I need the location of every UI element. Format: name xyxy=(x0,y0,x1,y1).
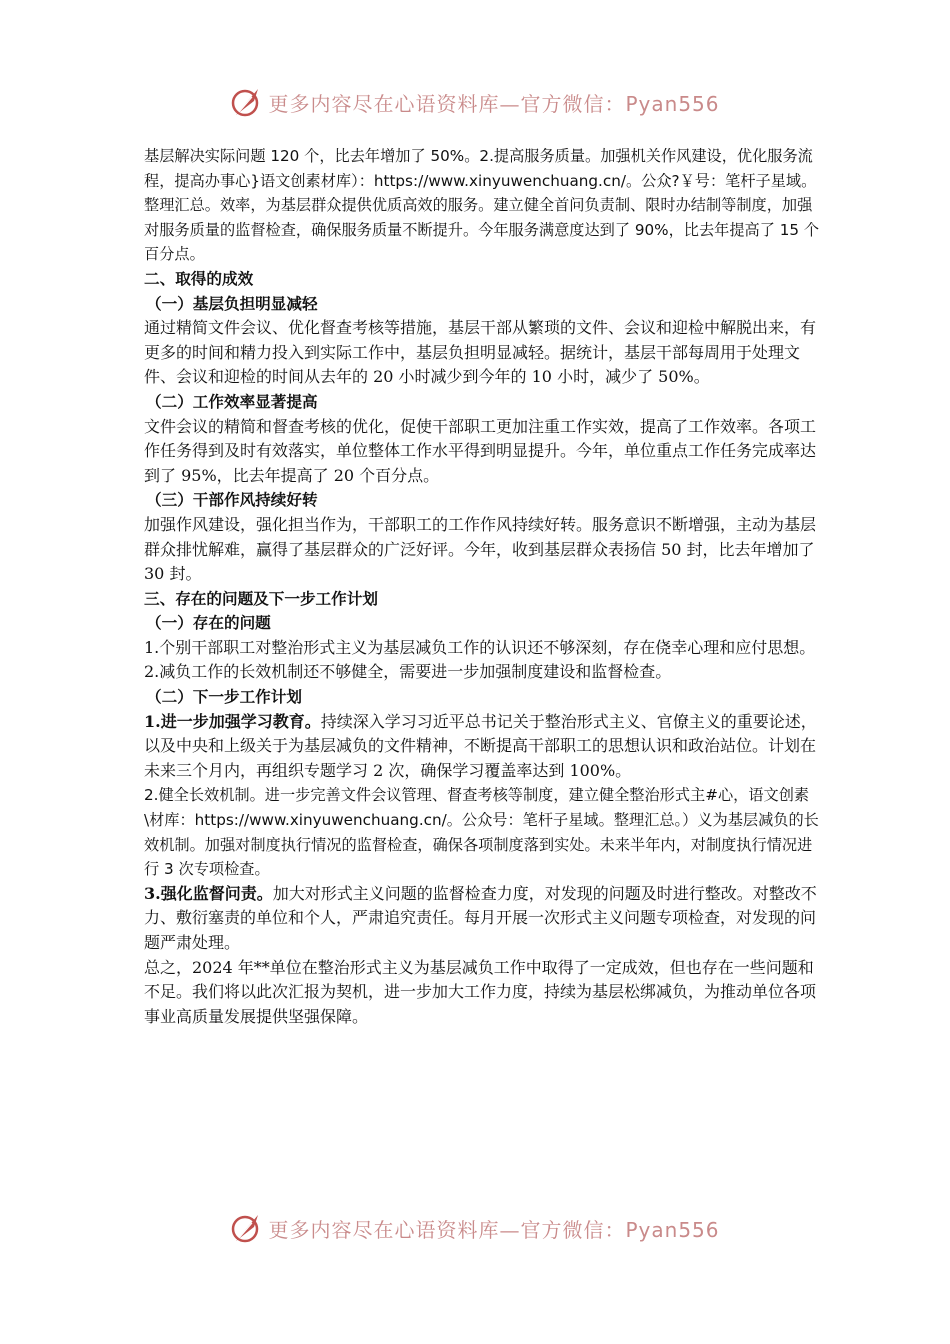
item-lead: 1.进一步加强学习教育。 xyxy=(144,711,321,731)
quill-logo-icon xyxy=(230,85,264,119)
paragraph: 文件会议的精简和督查考核的优化，促使干部职工更加注重工作实效，提高了工作效率。各项工作任务得到及时有效落实，单位整体工作水平得到明显提升。今年，单位重点工作任务完成率达到了 95%，比去年提高了 20 个百分点。 xyxy=(144,416,817,485)
paragraph: 总之，2024 年**单位在整治形式主义为基层减负工作中取得了一定成效，但也存在一些问题和不足。我们将以此次汇报为契机，进一步加大工作力度，持续为基层松绑减负，为推动单位各项事业高质量发展提供坚强保障。 xyxy=(144,957,817,1026)
banner-wechat-id: Pyan556 xyxy=(625,91,720,116)
item-text: 持续深入学习习近平总书记关于整治形式主义、官僚主义的重要论述，以及中央和上级关于为基层减负的文件精神，不断提高干部职工的思想认识和政治站位。计划在未来三个月内，再组织专题学习 2 次，确保学习覆盖率达到 100%。 xyxy=(144,711,817,780)
document-body xyxy=(144,144,820,1029)
header-banner xyxy=(0,82,950,122)
item-text: 加大对形式主义问题的监督检查力度，对发现的问题及时进行整改。对整改不力、敷衍塞责的单位和个人，严肃追究责任。每月开展一次形式主义问题专项检查，对发现的问题严肃处理。 xyxy=(144,883,817,952)
paragraph xyxy=(144,710,820,784)
banner-wechat-id: Pyan556 xyxy=(625,1217,720,1242)
subsection-heading: （一）基层负担明显减轻 xyxy=(146,294,318,313)
section-heading: 三、存在的问题及下一步工作计划 xyxy=(144,589,378,608)
paragraph: 2.健全长效机制。进一步完善文件会议管理、督查考核等制度，建立健全整治形式主#心，语文创素\材库：https://www.xinyuwenchuang.cn/。公众号：笔杆子星域。整理汇总。）义为基层减负的长效机制。加强对制度执行情况的监督检查，确保各项制度落到实处。未来半年内，对制度执行情况进行 3 次专项检查。 xyxy=(144,786,819,879)
paragraph xyxy=(144,882,820,956)
banner-cn: 更多内容尽在心语资料库—官方微信： xyxy=(268,91,626,116)
banner-text xyxy=(268,1214,719,1243)
paragraph: 通过精简文件会议、优化督查考核等措施，基层干部从繁琐的文件、会议和迎检中解脱出来，有更多的时间和精力投入到实际工作中，基层负担明显减轻。据统计，基层干部每周用于处理文件、会议和迎检的时间从去年的 20 小时减少到今年的 10 小时，减少了 50%。 xyxy=(144,318,817,387)
item-lead: 3.强化监督问责。 xyxy=(144,883,273,903)
quill-logo-icon xyxy=(230,1211,264,1245)
banner-cn: 更多内容尽在心语资料库—官方微信： xyxy=(268,1217,626,1242)
footer-banner xyxy=(0,1208,950,1248)
banner-text xyxy=(268,88,719,117)
subsection-heading: （一）存在的问题 xyxy=(146,614,271,633)
subsection-heading: （二）工作效率显著提高 xyxy=(146,392,318,411)
paragraph: 1.个别干部职工对整治形式主义为基层减负工作的认识还不够深刻，存在侥幸心理和应付思想。2.减负工作的长效机制还不够健全，需要进一步加强制度建设和监督检查。 xyxy=(144,637,816,682)
section-heading: 二、取得的成效 xyxy=(144,269,254,288)
subsection-heading: （二）下一步工作计划 xyxy=(146,688,302,707)
subsection-heading: （三）干部作风持续好转 xyxy=(146,491,318,510)
paragraph: 基层解决实际问题 120 个，比去年增加了 50%。2.提高服务质量。加强机关作风建设，优化服务流程，提高办事心}语文创素材库）：https://www.xinyuwenchuang.cn/。公众?￥号：笔杆子星域。整理汇总。效率，为基层群众提供优质高效的服务。建立健全首问负责制、限时办结制等制度，加强对服务质量的监督检查，确保服务质量不断提升。今年服务满意度达到了 90%，比去年提高了 15 个百分点。 xyxy=(144,147,820,264)
paragraph: 加强作风建设，强化担当作为，干部职工的工作作风持续好转。服务意识不断增强，主动为基层群众排忧解难，赢得了基层群众的广泛好评。今年，收到基层群众表扬信 50 封，比去年增加了 30 封。 xyxy=(144,514,817,584)
